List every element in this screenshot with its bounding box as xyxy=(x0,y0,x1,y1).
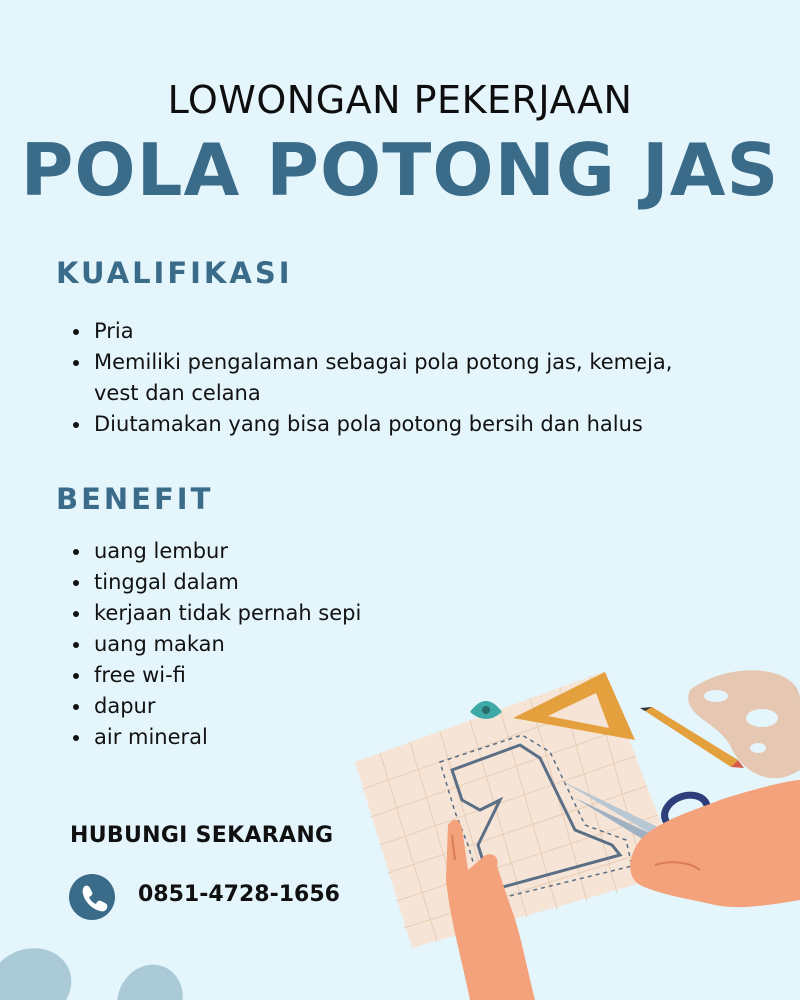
benefits-heading: BENEFIT xyxy=(56,482,214,516)
list-item: • dapur xyxy=(92,691,732,722)
leaf-decoration-icon xyxy=(0,937,194,1000)
list-item: • air mineral xyxy=(92,722,732,753)
list-item: • Diutamakan yang bisa pola potong bersih dan halus xyxy=(92,409,732,440)
list-item: • uang lembur xyxy=(92,536,732,567)
list-item: • uang makan xyxy=(92,629,732,660)
qualifications-heading: KUALIFIKASI xyxy=(56,256,293,290)
contact-heading: HUBUNGI SEKARANG xyxy=(70,823,334,848)
list-item: • Memiliki pengalaman sebagai pola potong jas, kemeja, vest dan celana xyxy=(92,347,694,409)
list-item: • kerjaan tidak pernah sepi xyxy=(92,598,732,629)
right-hand-icon xyxy=(630,780,800,907)
headline: LOWONGAN PEKERJAAN xyxy=(167,78,633,122)
grid-paper-icon xyxy=(355,672,680,948)
list-item: • tinggal dalam xyxy=(92,567,732,598)
list-item: • Pria xyxy=(92,316,732,347)
page-title: POLA POTONG JAS xyxy=(20,128,780,212)
phone-number[interactable]: 0851-4728-1656 xyxy=(138,882,340,907)
list-item: • free wi-fi xyxy=(92,660,732,691)
french-curve-icon xyxy=(688,670,800,778)
